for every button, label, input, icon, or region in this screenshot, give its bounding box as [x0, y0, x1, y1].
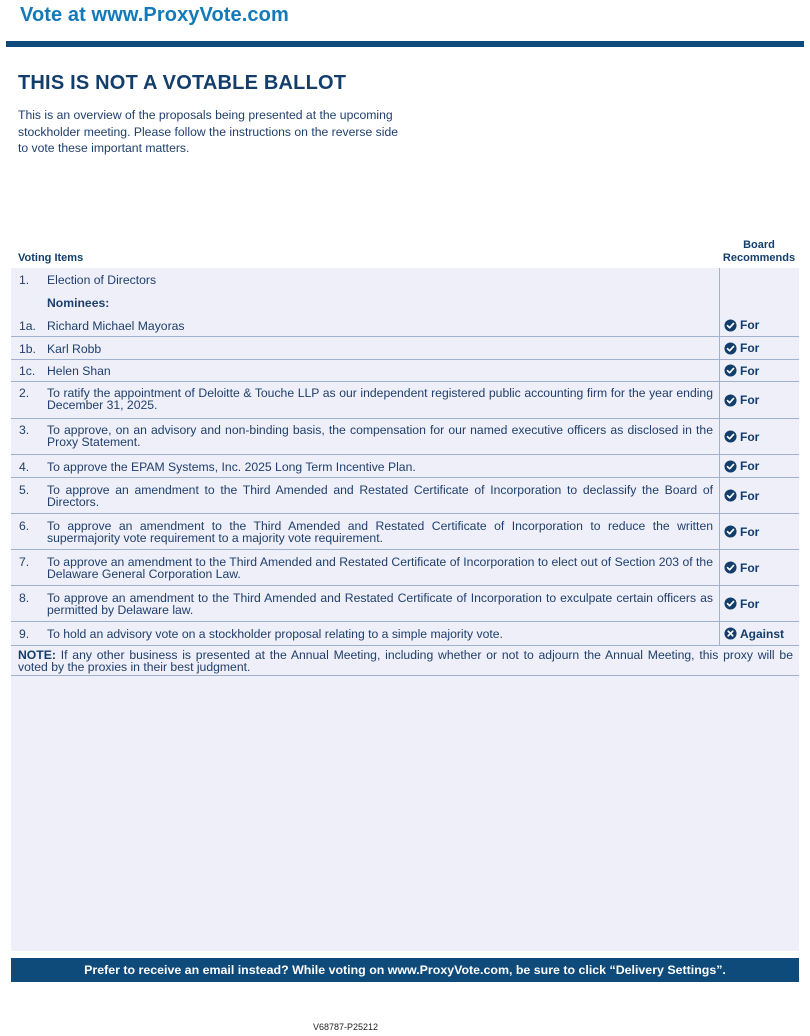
recommendation-cell [719, 419, 799, 454]
item-number: 1a. [19, 319, 36, 333]
table-row [11, 360, 799, 382]
table-row [11, 337, 799, 360]
check-circle-icon [724, 394, 737, 407]
intro-text: This is an overview of the proposals being presented at the upcoming stockholder meeting. Please follow the instructions on the reverse side to vote these important matters. [18, 108, 399, 155]
table-row [11, 550, 799, 586]
item-text: To approve an amendment to the Third Amended and Restated Certificate of Incorporation to elect out of Section 203 of the Delaware General Corporation Law. [47, 555, 713, 581]
item-number: 9. [19, 627, 30, 641]
table-row [11, 314, 799, 337]
note-text: If any other business is presented at the Annual Meeting, including whether or not to adjourn the Annual Meeting, this proxy will be voted by the proxies in their best judgment. [18, 648, 793, 674]
recommendation-label: For [740, 488, 760, 503]
table-row [11, 586, 799, 622]
table-row [11, 478, 799, 514]
recommendation-label: For [740, 560, 760, 575]
item-text: To approve the EPAM Systems, Inc. 2025 Long Term Incentive Plan. [47, 460, 416, 474]
recommendation-cell [719, 514, 799, 549]
item-number: 4. [19, 460, 30, 474]
item-number: 6. [19, 519, 30, 533]
footer-bar: Prefer to receive an email instead? While voting on www.ProxyVote.com, be sure to click “Delivery Settings”. [11, 958, 799, 982]
recommendation-label: For [740, 341, 760, 355]
note [11, 646, 799, 676]
check-circle-icon [724, 460, 737, 473]
table-row [11, 291, 799, 314]
table-row [11, 382, 799, 419]
voting-items-header: Voting Items [18, 252, 84, 264]
item-text: Richard Michael Mayoras [47, 319, 185, 333]
recommendation-cell [719, 314, 799, 336]
table-row [11, 455, 799, 478]
check-circle-icon [724, 489, 737, 502]
table-row [11, 622, 799, 646]
item-text: Karl Robb [47, 342, 102, 356]
check-circle-icon [724, 342, 737, 355]
table-row [11, 419, 799, 455]
x-circle-icon [724, 627, 737, 640]
recommendation-cell [719, 478, 799, 513]
table-row [11, 268, 799, 291]
item-number: 3. [19, 423, 30, 437]
item-number: 1. [19, 273, 30, 287]
item-number: 1c. [19, 364, 36, 378]
recommendation-label: Against [740, 626, 785, 641]
document-code: V68787-P25212 [313, 1022, 379, 1032]
item-number: 7. [19, 555, 30, 569]
note-label: NOTE: [18, 648, 56, 662]
recommendation-label: For [740, 429, 760, 444]
item-text: Election of Directors [47, 273, 157, 287]
item-number: 5. [19, 483, 30, 497]
site-header: Vote at www.ProxyVote.com [20, 4, 289, 26]
item-number [11, 291, 47, 314]
recommendation-label: For [740, 318, 760, 332]
item-text: To approve an amendment to the Third Amended and Restated Certificate of Incorporation to declassify the Board of Directors. [47, 483, 713, 509]
recommendation-cell [719, 360, 799, 381]
item-text: To approve an amendment to the Third Amended and Restated Certificate of Incorporation to reduce the written supermajority vote requirement to a majority vote requirement. [47, 519, 713, 545]
check-circle-icon [724, 319, 737, 332]
recommendation-label: For [740, 524, 760, 539]
recommendation-label: For [740, 596, 760, 611]
recommendation-label: For [740, 393, 760, 407]
recommendation-label: For [740, 459, 760, 473]
recommendation-cell [719, 455, 799, 477]
nominees-label: Nominees: [47, 296, 110, 310]
item-text: To ratify the appointment of Deloitte & Touche LLP as our independent registered public accounting firm for the year ending December 31, 2025. [47, 386, 713, 412]
item-number: 2. [19, 386, 30, 400]
check-circle-icon [724, 364, 737, 377]
item-text: Helen Shan [47, 364, 111, 378]
recommendation-cell [719, 382, 799, 418]
board-recommends-header: Board Recommends [722, 239, 796, 264]
recommendation-cell [719, 550, 799, 585]
recommendation-cell [719, 337, 799, 359]
recommendation-label: For [740, 363, 760, 378]
check-circle-icon [724, 561, 737, 574]
item-number: 1b. [19, 342, 36, 356]
item-text: To approve, on an advisory and non-binding basis, the compensation for our named executive officers as disclosed in the Proxy Statement. [47, 423, 713, 449]
recommendation-cell [719, 622, 799, 645]
check-circle-icon [724, 525, 737, 538]
check-circle-icon [724, 597, 737, 610]
header-rule [6, 41, 804, 47]
check-circle-icon [724, 430, 737, 443]
item-text: To approve an amendment to the Third Amended and Restated Certificate of Incorporation to exculpate certain officers as permitted by Delaware law. [47, 591, 713, 617]
page-title: THIS IS NOT A VOTABLE BALLOT [18, 72, 347, 94]
item-number: 8. [19, 591, 30, 605]
recommendation-cell [719, 291, 799, 314]
voting-table [11, 268, 799, 676]
recommendation-cell [719, 268, 799, 291]
table-row [11, 514, 799, 550]
recommendation-cell [719, 586, 799, 621]
item-text: To hold an advisory vote on a stockholder proposal relating to a simple majority vote. [47, 627, 503, 641]
